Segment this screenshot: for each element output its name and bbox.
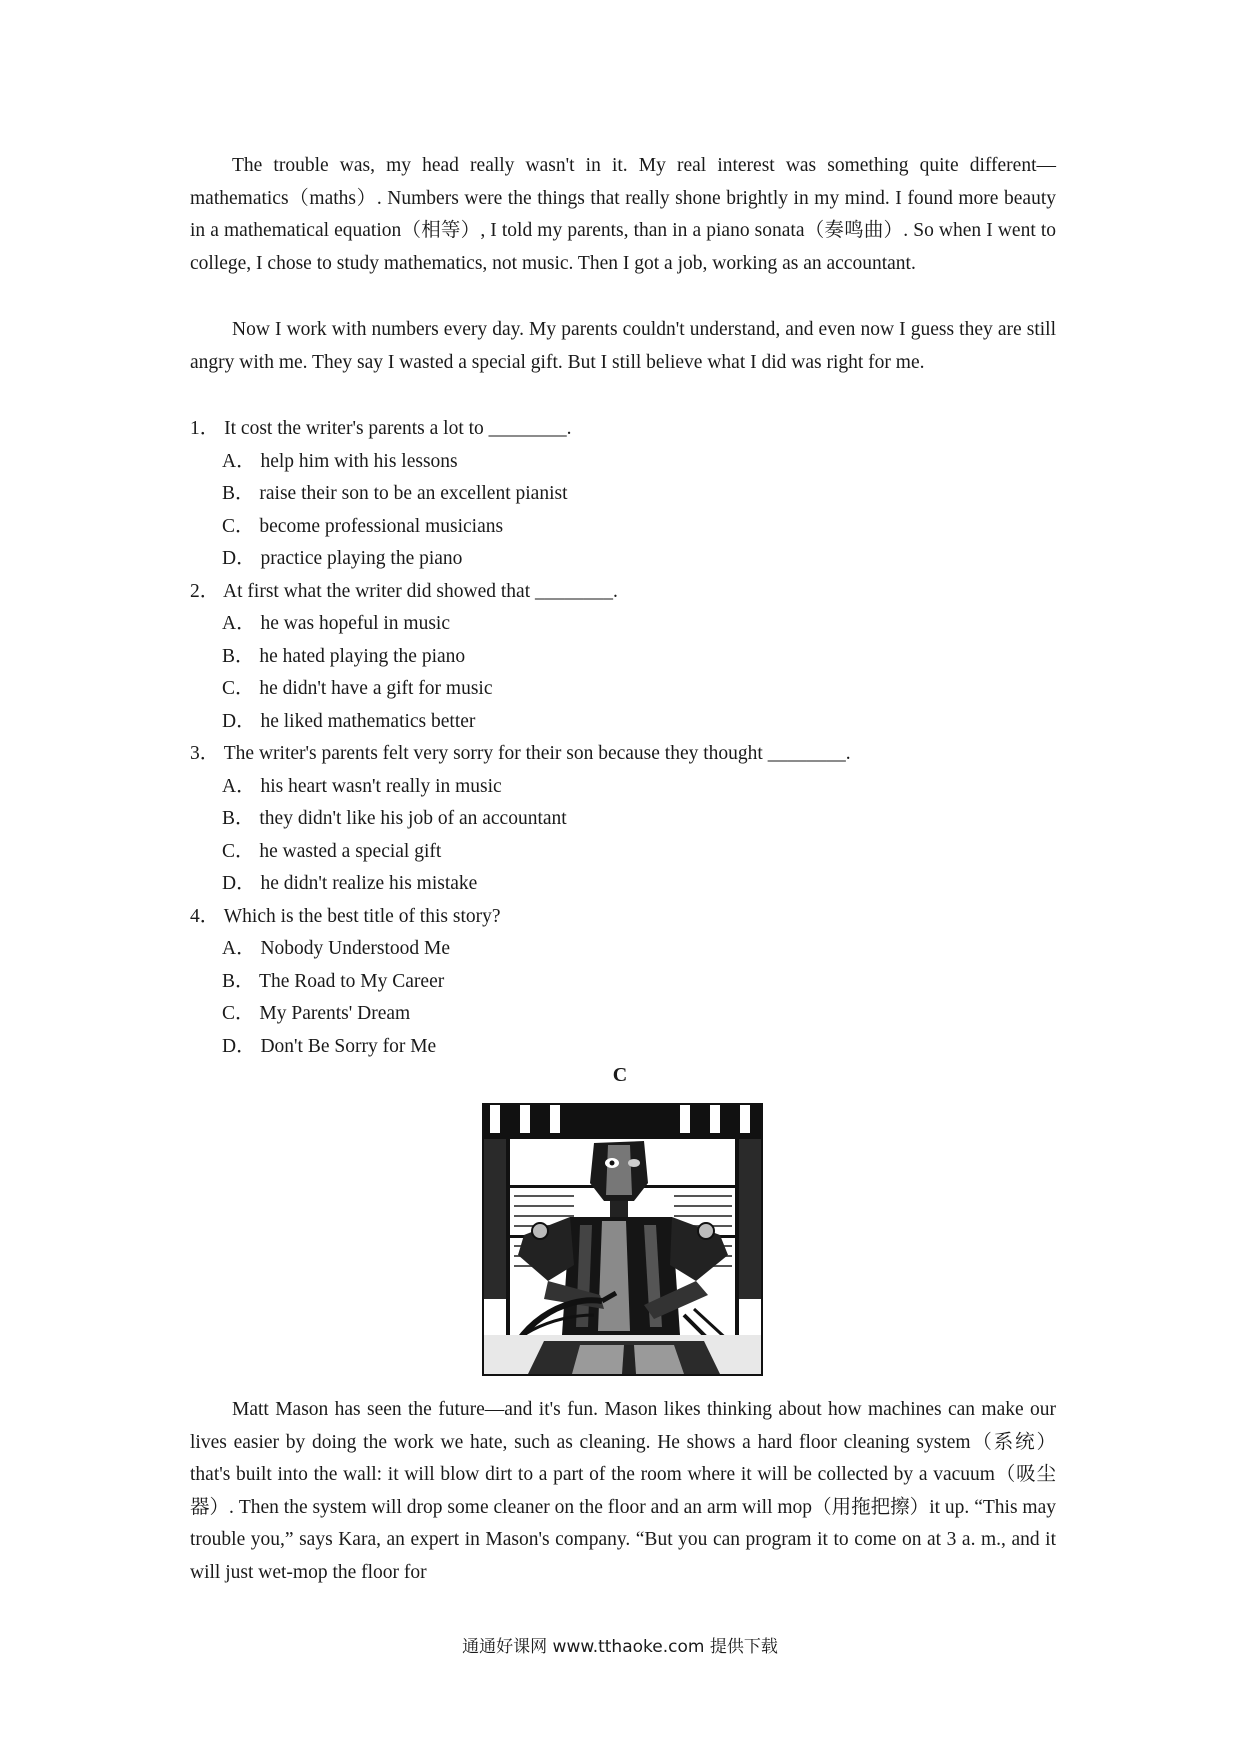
answer-option: C． My Parents' Dream — [222, 1003, 411, 1024]
section-heading: C — [612, 1064, 628, 1086]
answer-option: C． become professional musicians — [222, 516, 504, 537]
passage-paragraph: Now I work with numbers every day. My parents couldn't understand, and even now I guess they are still angry with me. They say I wasted a special gift. But I still believe what I did was right for me. — [190, 319, 1056, 373]
answer-option: C． he didn't have a gift for music — [222, 678, 493, 699]
answer-option: B． they didn't like his job of an accountant — [222, 808, 567, 829]
question-stem: 1． It cost the writer's parents a lot to ________. — [190, 418, 572, 439]
answer-option: D． he liked mathematics better — [222, 711, 476, 732]
answer-option: B． The Road to My Career — [222, 971, 445, 992]
answer-option: C． he wasted a special gift — [222, 841, 442, 862]
passage-paragraph: The trouble was, my head really wasn't in it. My real interest was something quite different—mathematics（maths）. Numbers were the things that really shone brightly in my mind. I found more beauty in a mathematical equation（相等）, I told my parents, than in a piano sonata（奏鸣曲）. So when I went to college, I chose to study mathematics, not music. Then I got a job, working as an accountant. — [190, 155, 1056, 274]
answer-option: D． Don't Be Sorry for Me — [222, 1036, 437, 1057]
answer-option: A． Nobody Understood Me — [222, 938, 451, 959]
page-footer: 通通好课网 www.tthaoke.com 提供下载 — [462, 1637, 778, 1657]
answer-option: B． raise their son to be an excellent pianist — [222, 483, 568, 504]
answer-option: A． help him with his lessons — [222, 451, 458, 472]
passage-paragraph: Matt Mason has seen the future—and it's fun. Mason likes thinking about how machines can make our lives easier by doing the work we hate, such as cleaning. He shows a hard floor cleaning system（系统）that's built into the wall: it will blow dirt to a part of the room where it will be collected by a vacuum（吸尘器）. Then the system will drop some cleaner on the floor and an arm will mop（用拖把擦）it up. “This may trouble you,” says Kara, an expert in Mason's company. “But you can program it to come on at 3 a. m., and it will just wet-mop the floor for — [190, 1399, 1056, 1583]
question-stem: 4． Which is the best title of this story? — [190, 906, 501, 927]
answer-option: D． he didn't realize his mistake — [222, 873, 478, 894]
robot-illustration — [482, 1103, 763, 1376]
question-stem: 3． The writer's parents felt very sorry for their son because they thought ________. — [190, 743, 851, 764]
answer-option: D． practice playing the piano — [222, 548, 463, 569]
answer-option: A． his heart wasn't really in music — [222, 776, 502, 797]
question-stem: 2． At first what the writer did showed that ________. — [190, 581, 618, 602]
answer-option: B． he hated playing the piano — [222, 646, 466, 667]
answer-option: A． he was hopeful in music — [222, 613, 451, 634]
